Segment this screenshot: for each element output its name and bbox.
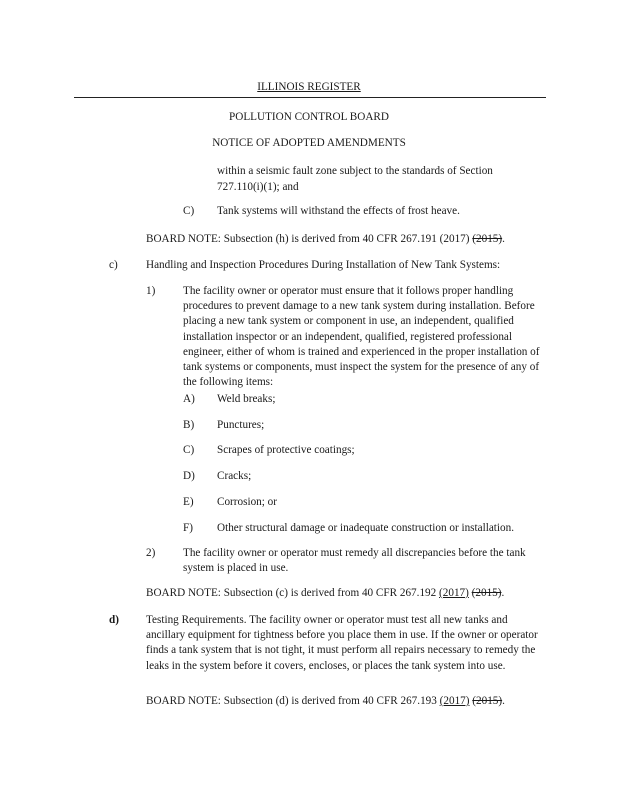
item-c-text: Tank systems will withstand the effects of frost heave. — [217, 205, 460, 217]
item-2-label: 2) — [146, 547, 156, 559]
sub-item-d-label: D) — [183, 470, 195, 482]
item-c-label: C) — [183, 205, 195, 217]
board-title: POLLUTION CONTROL BOARD — [229, 111, 389, 123]
sub-item-c-text: Scrapes of protective coatings; — [217, 444, 355, 456]
board-note-d: BOARD NOTE: Subsection (d) is derived from 40 CFR 267.193 (2017) (2015). — [146, 695, 505, 707]
sub-item-d-text: Cracks; — [217, 470, 252, 482]
notice-title: NOTICE OF ADOPTED AMENDMENTS — [212, 137, 406, 149]
item-2-text: The facility owner or operator must remedy all discrepancies before the tank system is placed in use. — [183, 547, 526, 575]
sub-item-a-text: Weld breaks; — [217, 393, 276, 405]
register-title: ILLINOIS REGISTER — [257, 81, 361, 93]
sub-item-b-text: Punctures; — [217, 419, 265, 431]
section-d-label: d) — [109, 614, 119, 626]
continuation-line-2: 727.110(i)(1); and — [217, 181, 299, 193]
board-note-h: BOARD NOTE: Subsection (h) is derived from 40 CFR 267.191 (2017) (2015). — [146, 233, 505, 245]
sub-item-e-label: E) — [183, 496, 194, 508]
sub-item-f-text: Other structural damage or inadequate construction or installation. — [217, 522, 514, 534]
item-1-text: The facility owner or operator must ensure that it follows proper handling procedures to prevent damage to a new tank system during installation. Before placing a new tank system or component in use, an independent, qualified installation inspector or an independent, qualified, registered professional engineer, either of whom is trained and experienced in the proper installation of tank systems or components, must inspect the system for the presence of any of the following items: — [183, 285, 540, 389]
item-1-label: 1) — [146, 285, 156, 297]
sub-item-c-label: C) — [183, 444, 195, 456]
sub-item-f-label: F) — [183, 522, 193, 534]
sub-item-b-label: B) — [183, 419, 195, 431]
section-d-text: Testing Requirements. The facility owner or operator must test all new tanks and ancillary equipment for tightness before you place them in use. If the owner or operator finds a tank system that is not tight, it must perform all repairs necessary to remedy the leaks in the system before it covers, encloses, or places the tank system into use. — [146, 614, 538, 672]
sub-item-e-text: Corrosion; or — [217, 496, 277, 508]
continuation-line-1: within a seismic fault zone subject to the standards of Section — [217, 165, 493, 177]
header-rule — [74, 97, 546, 98]
board-note-c: BOARD NOTE: Subsection (c) is derived from 40 CFR 267.192 (2017) (2015). — [146, 587, 505, 599]
sub-item-a-label: A) — [183, 393, 195, 405]
section-c-label: c) — [109, 259, 118, 271]
section-c-heading: Handling and Inspection Procedures During Installation of New Tank Systems: — [146, 259, 501, 271]
